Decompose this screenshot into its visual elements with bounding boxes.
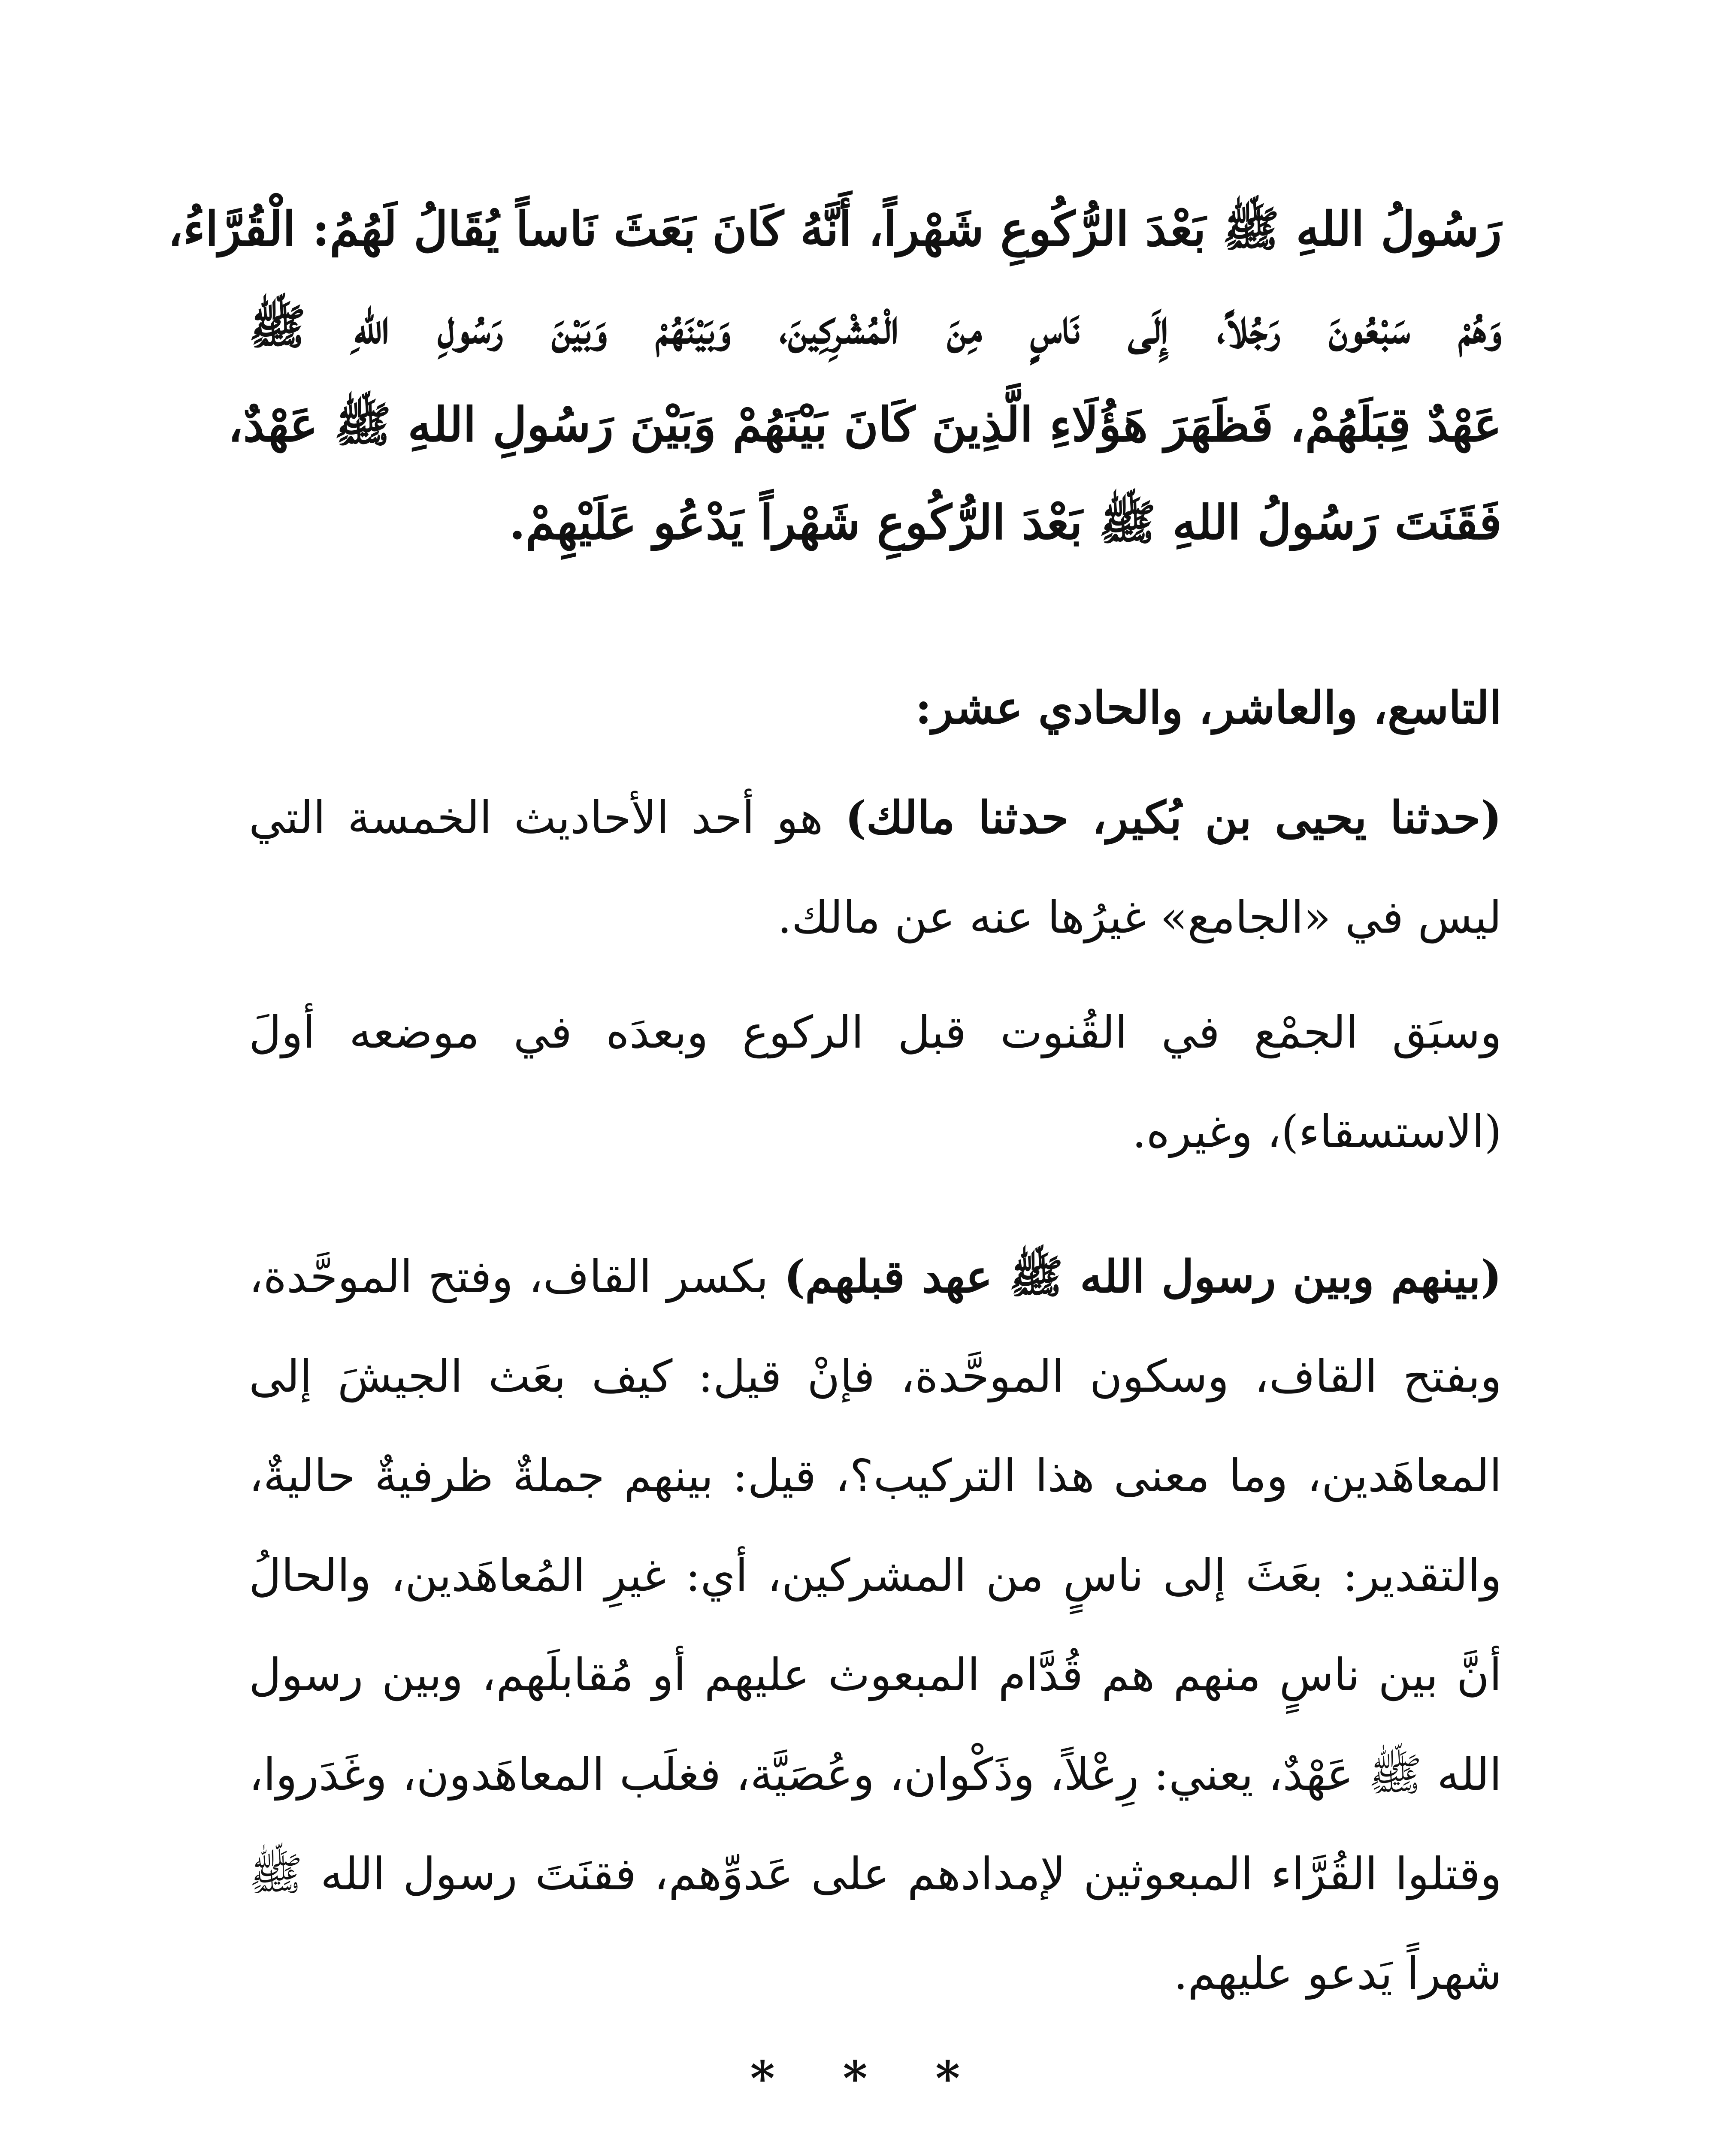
quoted-chain: (حدثنا يحيى بن بُكير، حدثنا مالك) xyxy=(845,791,1502,844)
section-heading: التاسع، والعاشر، والحادي عشر: xyxy=(915,681,1502,734)
commentary-paragraph-1 xyxy=(249,768,1502,967)
hadith-text xyxy=(168,180,1502,571)
hadith-line: رَسُولُ اللهِ ﷺ بَعْدَ الرُّكُوعِ شَهْراً، أَنَّهُ كَانَ بَعَثَ نَاساً يُقَالُ لَهُمُ: الْقُرَّاءُ، xyxy=(168,201,1502,257)
hadith-line: عَهْدٌ قِبَلَهُمْ، فَظَهَرَ هَؤُلَاءِ الَّذِينَ كَانَ بَيْنَهُمْ وَبَيْنَ رَسُولِ اللهِ ﷺ عَهْدٌ، xyxy=(228,397,1502,452)
section-separator: * * * xyxy=(750,2051,986,2106)
hadith-line: فَقَنَتَ رَسُولُ اللهِ ﷺ بَعْدَ الرُّكُوعِ شَهْراً يَدْعُو عَلَيْهِمْ. xyxy=(509,495,1502,550)
hadith-line: وَهُمْ سَبْعُونَ رَجُلاً، إِلَى نَاسٍ مِنَ الْمُشْرِكِينَ، وَبَيْنَهُمْ وَبَيْنَ رَسُولِ اللهِ ﷺ xyxy=(249,299,1502,354)
commentary-text: بكسر القاف، وفتح الموحَّدة، وبفتح القاف، وسكون الموحَّدة، فإنْ قيل: كيف بعَث الجيشَ إلى المعاهَدين، وما معنى هذا التركيب؟، قيل: بينهم جملةٌ ظرفيةٌ حاليةٌ، والتقدير: بعَثَ إلى ناسٍ من المشركين، أي: غيرِ المُعاهَدين، والحالُ أنَّ بين ناسٍ منهم هم قُدَّام المبعوث عليهم أو مُقابلَهم، وبين رسول الله ﷺ عَهْدٌ، يعني: رِعْلاً، وذَكْوان، وعُصَيَّة، فغلَب المعاهَدون، وغَدَروا، وقتلوا القُرَّاء المبعوثين لإمدادهم على عَدوِّهم، فقنَتَ رسول الله ﷺ شهراً يَدعو عليهم. xyxy=(249,1251,1502,2000)
commentary-paragraph-3 xyxy=(249,1227,1502,2023)
commentary-paragraph-2: وسبَق الجمْع في القُنوت قبل الركوع وبعدَه في موضعه أولَ (الاستسقاء)، وغيره. xyxy=(249,1006,1502,1158)
commentary-text: هو أحد الأحاديث الخمسة التي ليس في «الجامع» غيرُها عنه عن مالك. xyxy=(249,792,1502,943)
quoted-phrase: (بينهم وبين رسول الله ﷺ عهد قبلهم) xyxy=(784,1250,1502,1303)
